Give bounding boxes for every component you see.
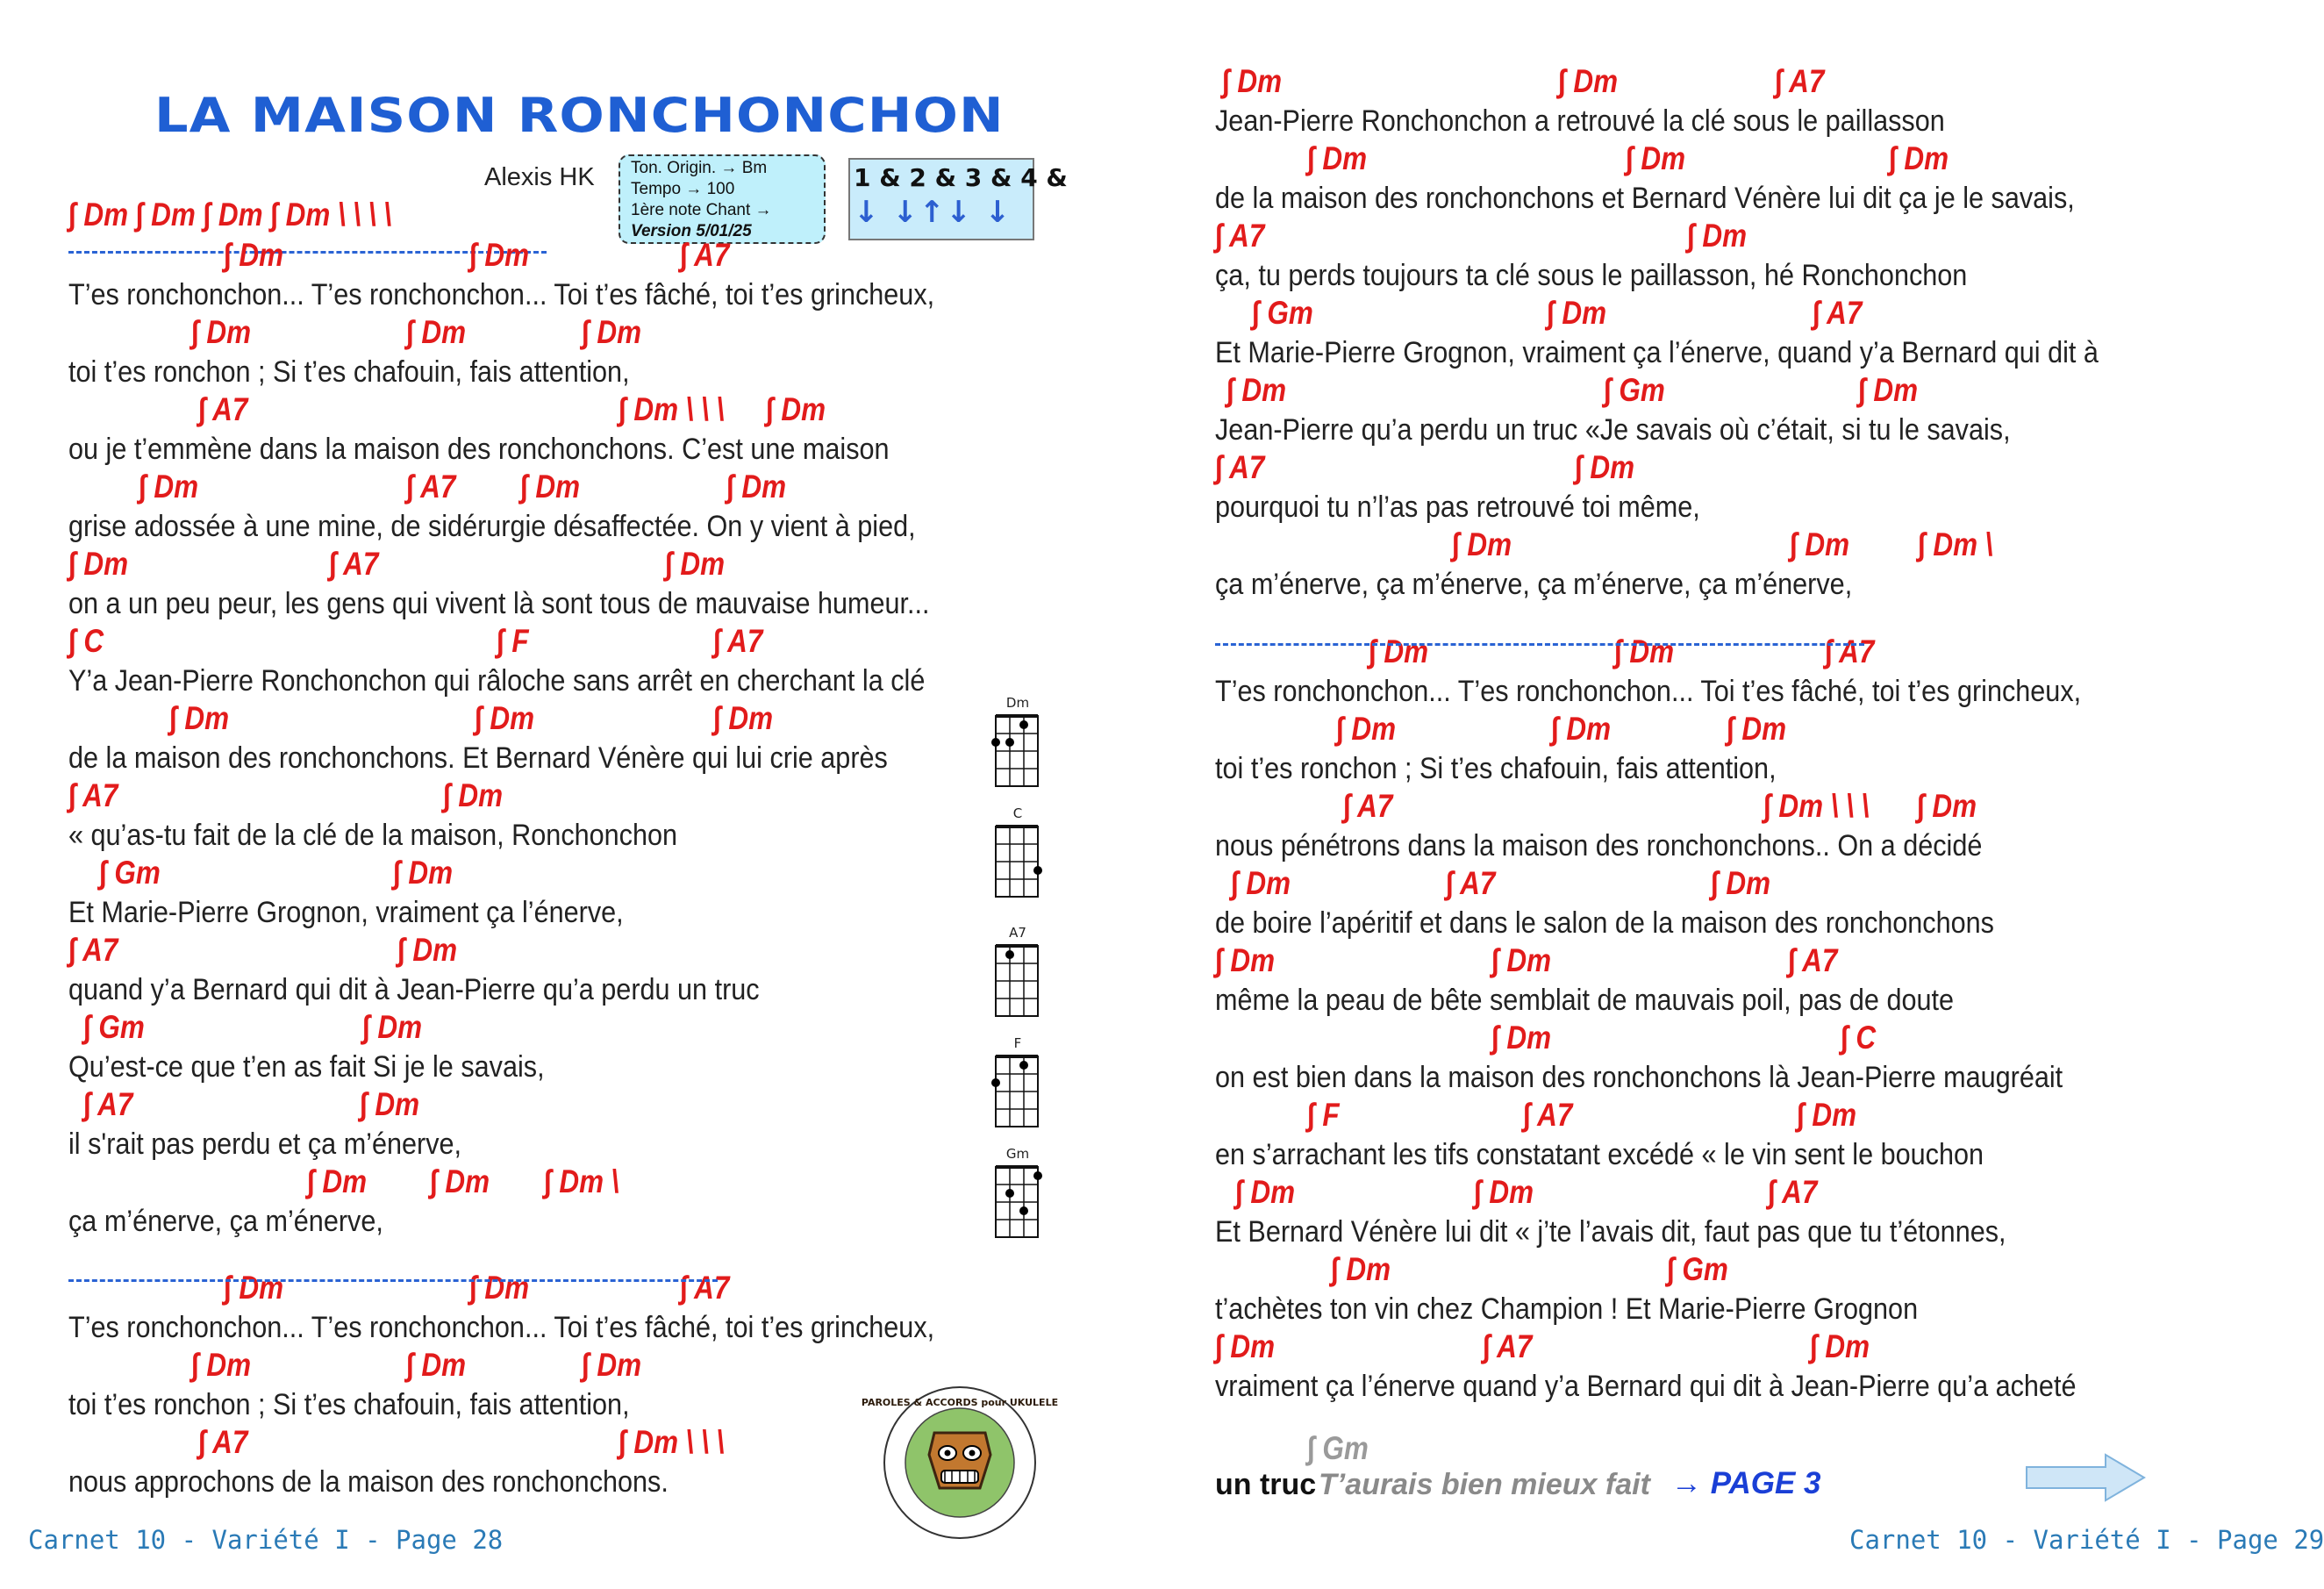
chord-symbol: ∫ Dm (1917, 788, 1977, 824)
chord-symbol: ∫ Dm \ (544, 1163, 619, 1199)
chord-symbol: ∫ Dm (766, 391, 826, 427)
chord-symbol: ∫ Dm (1810, 1328, 1870, 1364)
chord-symbol: ∫ Gm (1604, 372, 1665, 408)
chord-symbol: ∫ Dm (469, 237, 530, 273)
chord-symbol: ∫ Dm \ \ \ (1763, 788, 1870, 824)
last-chord: ∫ Gm (1307, 1430, 1369, 1466)
chord-symbol: ∫ Dm (1858, 372, 1919, 408)
finger-dot (1033, 866, 1042, 875)
chord-symbol: ∫ Dm (665, 546, 726, 582)
chord-symbol: ∫ A7 (680, 237, 730, 273)
lyric-line: de la maison des ronchonchons et Bernard Vénère lui dit ça je le savais, (1215, 182, 2075, 215)
chord-symbol: ∫ Dm (360, 1086, 420, 1122)
lyric-line: T’es ronchonchon... T’es ronchonchon... Toi t’es fâché, toi t’es grincheux, (1215, 675, 2082, 708)
lyric-line: en s’arrachant les tifs constatant excédé « le vin sent le bouchon (1215, 1138, 1984, 1171)
chord-diagram-f (994, 1035, 1043, 1141)
song-info-box (619, 154, 826, 244)
lyric-line: Jean-Pierre qu’a perdu un truc «Je savais où c’était, si tu le savais, (1215, 413, 2011, 447)
chord-symbol: ∫ A7 (1788, 942, 1838, 978)
chord-symbol: ∫ Dm (430, 1163, 490, 1199)
chord-symbol: ∫ A7 (1215, 449, 1265, 485)
chord-symbol: ∫ Dm (191, 1347, 252, 1383)
chord-symbol: ∫ A7 (713, 623, 763, 659)
footer-left: Carnet 10 - Variété I - Page 28 (28, 1525, 504, 1555)
chord-symbol: ∫ A7 (68, 777, 118, 813)
chord-diagram-label: Gm (1005, 1146, 1030, 1162)
lyric-line: ça m’énerve, ça m’énerve, ça m’énerve, ça m’énerve, (1215, 568, 1853, 601)
chord-symbol: ∫ Dm (1452, 526, 1512, 562)
chord-diagram-label: A7 (1009, 925, 1026, 941)
lyric-line: quand y’a Bernard qui dit à Jean-Pierre qu’a perdu un truc (68, 973, 760, 1006)
chord-symbol: ∫ Dm (1558, 63, 1619, 99)
lyric-line: « qu’as-tu fait de la clé de la maison, Ronchonchon (68, 819, 678, 852)
strum-arrows: ↓ ↓↑↓ ↓ (854, 195, 1012, 230)
chord-symbol: ∫ Dm (1575, 449, 1635, 485)
finger-dot (1005, 950, 1014, 959)
chord-symbol: ∫ Dm (1711, 865, 1771, 901)
chord-symbol: ∫ A7 (1813, 295, 1863, 331)
lyric-line: toi t’es ronchon ; Si t’es chafouin, fais attention, (1215, 752, 1777, 785)
chord-diagram-label: Dm (1005, 695, 1030, 711)
chord-symbol: ∫ A7 (1768, 1174, 1818, 1210)
lyric-line: il s'rait pas perdu et ça m’énerve, (68, 1127, 462, 1161)
lyric-line: nous pénétrons dans la maison des ronchonchons.. On a décidé (1215, 829, 1983, 862)
lyric-line: pourquoi tu n’l’as pas retrouvé toi même, (1215, 490, 1700, 524)
finger-dot (991, 1078, 1000, 1087)
chord-symbol: ∫ F (497, 623, 529, 659)
lyric-line: T’es ronchonchon... T’es ronchonchon... Toi t’es fâché, toi t’es grincheux, (68, 1311, 935, 1344)
chord-symbol: ∫ Dm (406, 1347, 467, 1383)
lyric-line: ça, tu perds toujours ta clé sous le paillasson, hé Ronchonchon (1215, 259, 1968, 292)
chord-symbol: ∫ A7 (198, 1424, 248, 1460)
chord-symbol: ∫ Dm (1235, 1174, 1296, 1210)
lyric-line: Jean-Pierre Ronchonchon a retrouvé la clé sous le paillasson (1215, 104, 1945, 138)
chord-symbol: ∫ Dm (475, 700, 535, 736)
trailing-lyric-next: T’aurais bien mieux fait (1319, 1468, 1650, 1501)
chord-symbol: ∫ Dm (582, 314, 642, 350)
chord-symbol: ∫ Gm (1667, 1251, 1728, 1287)
chord-symbol: ∫ Dm (469, 1270, 530, 1306)
lyric-line: toi t’es ronchon ; Si t’es chafouin, fais attention, (68, 355, 630, 389)
chord-symbol: ∫ Dm (1215, 1328, 1276, 1364)
chord-symbol: ∫ Dm (1614, 633, 1675, 669)
chord-symbol: ∫ Dm (713, 700, 774, 736)
chord-symbol: ∫ Dm (1226, 372, 1287, 408)
chord-symbol: ∫ Dm (224, 237, 284, 273)
chord-symbol: ∫ A7 (83, 1086, 133, 1122)
lyric-line: de boire l’apéritif et dans le salon de la maison des ronchonchons (1215, 906, 1994, 940)
chord-symbol: ∫ C (1841, 1020, 1877, 1056)
chord-symbol: ∫ Dm \ (1918, 526, 1993, 562)
chord-symbol: ∫ Dm (397, 932, 458, 968)
chord-symbol: ∫ Dm (362, 1009, 423, 1045)
lyric-line: ça m’énerve, ça m’énerve, (68, 1205, 383, 1238)
chord-symbol: ∫ Dm (224, 1270, 284, 1306)
chord-symbol: ∫ Dm \ \ \ (619, 391, 725, 427)
lyric-line: ou je t’emmène dans la maison des ronchonchons. C’est une maison (68, 433, 890, 466)
finger-dot (1033, 1171, 1042, 1180)
chord-symbol: ∫ Dm (1369, 633, 1429, 669)
chord-symbol: ∫ A7 (329, 546, 379, 582)
chord-diagram-label: C (1012, 805, 1023, 821)
chord-symbol: ∫ Dm (582, 1347, 642, 1383)
chord-symbol: ∫ A7 (68, 932, 118, 968)
chord-symbol: ∫ Dm (1547, 295, 1607, 331)
info-tempo: Tempo → 100 (631, 180, 735, 198)
chord-diagram-label: F (1013, 1035, 1022, 1051)
lyric-line: nous approchons de la maison des ronchonchons. (68, 1465, 669, 1499)
chord-symbol: ∫ Dm (1215, 942, 1276, 978)
separator-line (68, 1279, 718, 1282)
chord-diagram-c (994, 805, 1043, 911)
chord-symbol: ∫ Gm (83, 1009, 145, 1045)
ukulele-logo (861, 1385, 1059, 1541)
chord-symbol: ∫ Dm (1307, 140, 1368, 176)
chord-symbol: ∫ C (68, 623, 104, 659)
chord-symbol: ∫ Dm (1889, 140, 1949, 176)
chord-symbol: ∫ A7 (406, 469, 456, 505)
chord-symbol: ∫ A7 (1446, 865, 1496, 901)
finger-dot (1005, 738, 1014, 747)
info-first-note: 1ère note Chant → (631, 201, 772, 219)
chord-symbol: ∫ A7 (1343, 788, 1393, 824)
chord-symbol: ∫ A7 (1483, 1328, 1533, 1364)
chord-symbol: ∫ A7 (1775, 63, 1825, 99)
next-arrow-icon[interactable] (2025, 1451, 2148, 1504)
chord-symbol: ∫ F (1307, 1097, 1340, 1133)
finger-dot (1019, 1206, 1028, 1215)
lyric-line: Et Marie-Pierre Grognon, vraiment ça l’énerve, quand y’a Bernard qui dit à (1215, 336, 2099, 369)
lyric-line: de la maison des ronchonchons. Et Bernard Vénère qui lui crie après (68, 741, 888, 775)
chord-symbol: ∫ Dm (393, 855, 454, 891)
chord-diagram-dm (994, 695, 1043, 800)
chord-symbol: ∫ Dm (1687, 218, 1748, 254)
finger-dot (1019, 720, 1028, 729)
chord-symbol: ∫ Dm (1551, 711, 1612, 747)
chord-symbol: ∫ Dm (68, 546, 129, 582)
chord-symbol: ∫ A7 (198, 391, 248, 427)
separator-line (1215, 643, 1864, 646)
lyric-line: t’achètes ton vin chez Champion ! Et Marie-Pierre Grognon (1215, 1292, 1919, 1326)
chord-symbol: ∫ Dm (1336, 711, 1397, 747)
lyric-line: Qu’est-ce que t’en as fait Si je le savais, (68, 1050, 545, 1084)
chord-symbol: ∫ Dm (520, 469, 581, 505)
song-title: LA MAISON RONCHONCHON (154, 88, 1005, 143)
strum-pattern (848, 158, 1068, 240)
finger-dot (1005, 1189, 1014, 1198)
chord-diagram-a7 (994, 925, 1043, 1030)
chord-symbol: ∫ Dm (1491, 942, 1552, 978)
info-version: Version 5/01/25 (631, 222, 752, 240)
chord-symbol: ∫ Dm (1474, 1174, 1534, 1210)
lyric-line: grise adossée à une mine, de sidérurgie désaffectée. On y vient à pied, (68, 510, 916, 543)
trailing-lyric: un truc (1215, 1468, 1317, 1501)
chord-symbol: ∫ A7 (1523, 1097, 1573, 1133)
chord-symbol: ∫ Gm (99, 855, 161, 891)
chord-symbol: ∫ Dm (1797, 1097, 1857, 1133)
footer-right: Carnet 10 - Variété I - Page 29 (1849, 1525, 2324, 1555)
info-key: Ton. Origin. → Bm (631, 159, 768, 177)
lyric-line: on est bien dans la maison des ronchonchons là Jean-Pierre maugréait (1215, 1061, 2063, 1094)
chord-symbol: ∫ Dm (726, 469, 787, 505)
chord-symbol: ∫ Dm (169, 700, 230, 736)
chord-symbol: ∫ A7 (1215, 218, 1265, 254)
intro-chords: ∫ Dm ∫ Dm ∫ Dm ∫ Dm \ \ \ \ (68, 197, 392, 233)
chord-symbol: ∫ A7 (1825, 633, 1875, 669)
chord-symbol: ∫ Dm (1222, 63, 1283, 99)
chord-symbol: ∫ Dm (307, 1163, 368, 1199)
lyric-line: Et Marie-Pierre Grognon, vraiment ça l’énerve, (68, 896, 624, 929)
chord-symbol: ∫ Dm (1626, 140, 1686, 176)
lyric-line: toi t’es ronchon ; Si t’es chafouin, fais attention, (68, 1388, 630, 1421)
lyric-line: vraiment ça l’énerve quand y’a Bernard qui dit à Jean-Pierre qu’a acheté (1215, 1370, 2077, 1403)
lyric-line: T’es ronchonchon... T’es ronchonchon... Toi t’es fâché, toi t’es grincheux, (68, 278, 935, 311)
next-page-link[interactable]: → PAGE 3 (1671, 1466, 1821, 1500)
lyric-line: on a un peu peur, les gens qui vivent là sont tous de mauvaise humeur... (68, 587, 930, 620)
chord-symbol: ∫ Dm (1727, 711, 1787, 747)
chord-symbol: ∫ A7 (680, 1270, 730, 1306)
song-author: Alexis HK (484, 163, 595, 191)
logo-text: PAROLES & ACCORDS pour UKULELE (861, 1397, 1059, 1408)
chord-diagram-gm (994, 1146, 1043, 1251)
finger-dot (991, 738, 1000, 747)
lyric-line: Y’a Jean-Pierre Ronchonchon qui râloche sans arrêt en cherchant la clé (68, 664, 926, 698)
chord-symbol: ∫ Dm (1231, 865, 1291, 901)
chord-symbol: ∫ Dm (139, 469, 199, 505)
finger-dot (1019, 1061, 1028, 1070)
chord-symbol: ∫ Dm (1331, 1251, 1391, 1287)
chord-symbol: ∫ Gm (1252, 295, 1313, 331)
chord-symbol: ∫ Dm (1491, 1020, 1552, 1056)
strum-count: 1 & 2 & 3 & 4 & (854, 163, 1068, 192)
lyric-line: Et Bernard Vénère lui dit « j’te l’avais dit, faut pas que tu t’étonnes, (1215, 1215, 2006, 1249)
chord-symbol: ∫ Dm (406, 314, 467, 350)
chord-symbol: ∫ Dm (443, 777, 504, 813)
chord-symbol: ∫ Dm \ \ \ (619, 1424, 725, 1460)
lyric-line: même la peau de bête semblait de mauvais poil, pas de doute (1215, 984, 1955, 1017)
chord-symbol: ∫ Dm (191, 314, 252, 350)
chord-symbol: ∫ Dm (1790, 526, 1850, 562)
